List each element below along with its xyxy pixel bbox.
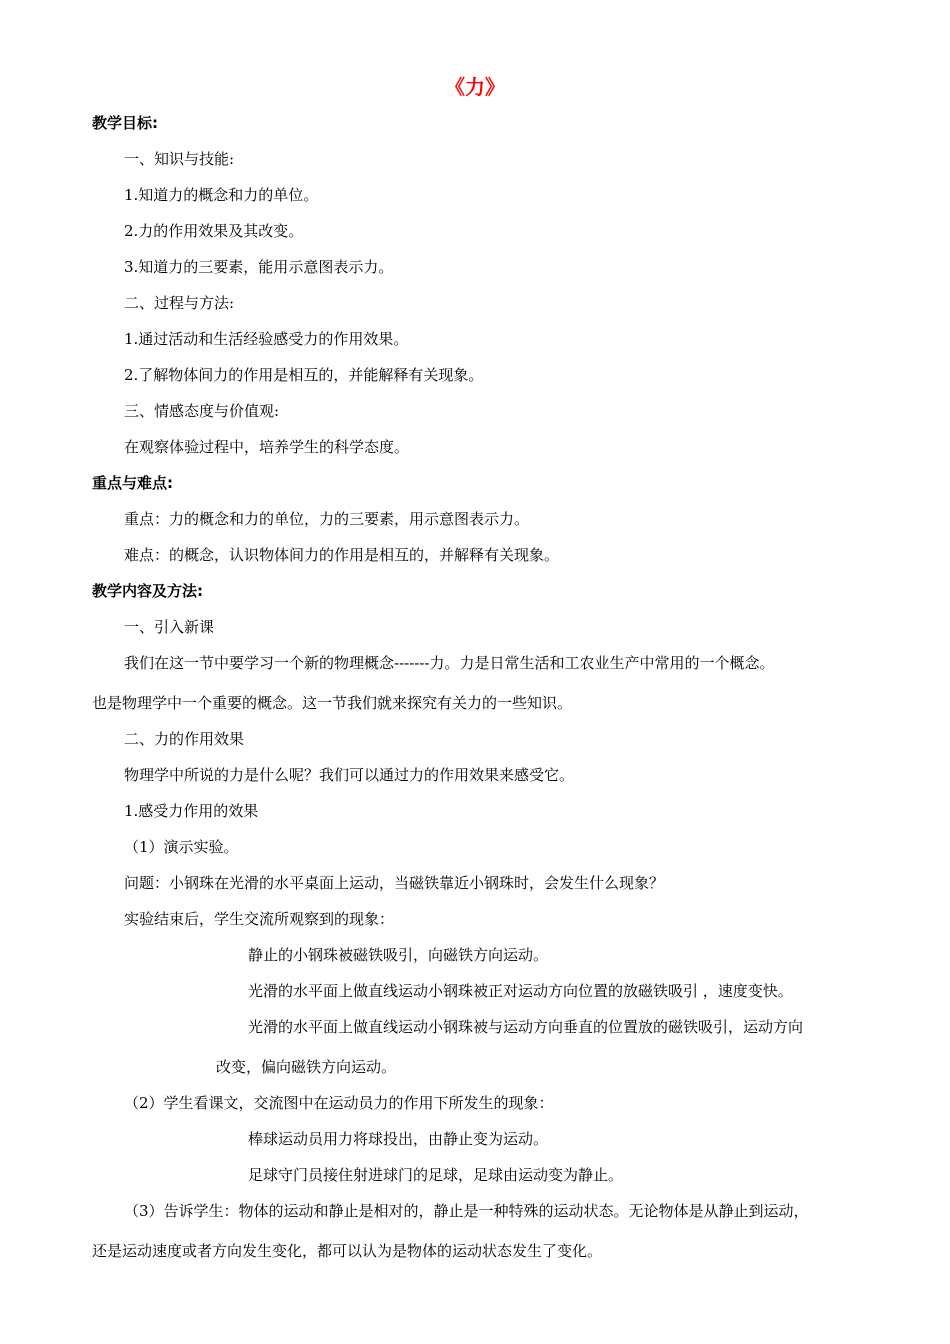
read-text-label: （2）学生看课文，交流图中在运动员力的作用下所发生的现象： <box>124 1094 554 1112</box>
demo-label: （1）演示实验。 <box>124 838 239 856</box>
part-1-paragraph-line-1: 我们在这一节中要学习一个新的物理概念-------力。力是日常生活和工农业生产中常用的一个概念。 <box>124 654 775 672</box>
objective-3-heading: 三、情感态度与价值观: <box>124 402 280 420</box>
tell-students-line-1: （3）告诉学生：物体的运动和静止是相对的，静止是一种特殊的运动状态。无论物体是从静止到运动， <box>124 1202 809 1220</box>
part-2-subheading-1: 1.感受力作用的效果 <box>124 802 259 820</box>
objective-1-item-2: 2.力的作用效果及其改变。 <box>124 222 304 240</box>
read-observation-1: 棒球运动员用力将球投出，由静止变为运动。 <box>248 1130 549 1148</box>
part-2-heading: 二、力的作用效果 <box>124 730 245 748</box>
objective-2-heading: 二、过程与方法: <box>124 294 235 312</box>
objective-1-item-3: 3.知道力的三要素，能用示意图表示力。 <box>124 258 394 276</box>
key-point: 重点：力的概念和力的单位，力的三要素，用示意图表示力。 <box>124 510 530 528</box>
demo-question: 问题：小钢珠在光滑的水平桌面上运动，当磁铁靠近小钢珠时，会发生什么现象？ <box>124 874 665 892</box>
observation-1: 静止的小钢珠被磁铁吸引，向磁铁方向运动。 <box>248 946 549 964</box>
difficult-point: 难点：的概念，认识物体间力的作用是相互的，并解释有关现象。 <box>124 546 560 564</box>
section-heading-content: 教学内容及方法: <box>92 582 203 600</box>
objective-3-item-1: 在观察体验过程中，培养学生的科学态度。 <box>124 438 410 456</box>
objective-1-heading: 一、知识与技能: <box>124 150 235 168</box>
observation-2: 光滑的水平面上做直线运动小钢珠被正对运动方向位置的放磁铁吸引 ，速度变快。 <box>248 982 793 1000</box>
read-observation-2: 足球守门员接住射进球门的足球，足球由运动变为静止。 <box>248 1166 624 1184</box>
after-experiment: 实验结束后，学生交流所观察到的现象： <box>124 910 395 928</box>
part-2-intro: 物理学中所说的力是什么呢？我们可以通过力的作用效果来感受它。 <box>124 766 575 784</box>
part-1-heading: 一、引入新课 <box>124 618 215 636</box>
observation-3-line-2: 改变，偏向磁铁方向运动。 <box>216 1058 397 1076</box>
objective-2-item-2: 2.了解物体间力的作用是相互的，并能解释有关现象。 <box>124 366 484 384</box>
observation-3-line-1: 光滑的水平面上做直线运动小钢珠被与运动方向垂直的位置放的磁铁吸引，运动方向 <box>248 1018 804 1036</box>
objective-2-item-1: 1.通过活动和生活经验感受力的作用效果。 <box>124 330 409 348</box>
section-heading-key-points: 重点与难点: <box>92 474 173 492</box>
objective-1-item-1: 1.知道力的概念和力的单位。 <box>124 186 319 204</box>
part-1-paragraph-line-2: 也是物理学中一个重要的概念。这一节我们就来探究有关力的一些知识。 <box>92 694 573 712</box>
document-title: 《力》 <box>445 75 505 99</box>
section-heading-objectives: 教学目标: <box>92 114 158 132</box>
tell-students-line-2: 还是运动速度或者方向发生变化，都可以认为是物体的运动状态发生了变化。 <box>92 1242 603 1260</box>
